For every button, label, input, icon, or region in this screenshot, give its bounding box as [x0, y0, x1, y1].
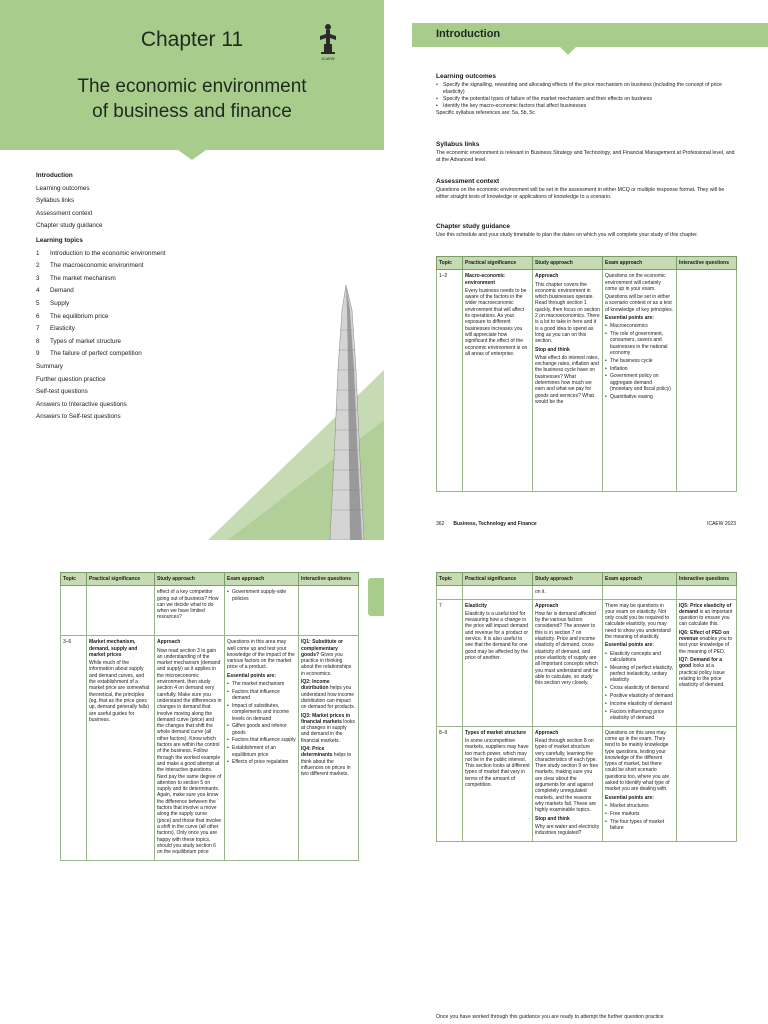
study-guidance-table — [60, 572, 359, 861]
section-text: The economic environment is relevant in Business Strategy and Technology, and Financial Management at Professional level, and at the Advanced level. — [436, 150, 735, 163]
syllabus-references: Specific syllabus references are: 5a, 5b, 5c — [436, 110, 535, 116]
chapter-title — [0, 74, 384, 124]
syllabus-links — [436, 141, 736, 164]
section-heading: Assessment context — [436, 178, 500, 185]
toc-item[interactable]: 6 The equilibrium price — [36, 312, 109, 320]
topic-cell: 8–9 — [437, 726, 463, 842]
column-header: Interactive questions — [299, 573, 359, 586]
exam-approach-cell: • Government supply-side policies — [225, 586, 299, 636]
exam-approach-cell: Questions on this area may come up in the exam. They tend to be mainly knowledge type questions, testing your knowledge of the different types of market, but there could be short scenario questions too, where you are asked to identify what type of market you are dealing with. Essential points are: • Market structures • Free markets • The four types of market failure — [603, 726, 677, 842]
page-table-continued-left — [0, 548, 384, 1024]
study-approach-cell: Approach Now read section 3 to gain an understanding of the market mechanism (demand and supply) as it applies in the microeconomic environment, then study section 4 on demand very carefully. Make sure you understand the differences in changes in demand that involve moving along the demand curve (price) and the changes that shift the whole demand curve (all other factors). Know which factors are within the control of the business. Follow through the worked example and make a good attempt at the interactive questions. Next pay the same degree of attention to section 5 on supply and its determinants. Again, make sure you know the difference between the factors that involve a move along the supply curve (price) and those that involve a shift in the curve (all other factors). Only once you are happy with these topics, should you study section 6 on the equilibrium price — [155, 636, 225, 861]
toc-item[interactable]: Introduction — [36, 172, 73, 179]
table-row — [437, 726, 737, 842]
column-header: Study approach — [533, 573, 603, 586]
toc-item[interactable]: 2 The macroeconomic environment — [36, 262, 144, 270]
column-header: Interactive questions — [677, 257, 737, 270]
banner-pointer — [178, 150, 206, 160]
table-row — [61, 586, 359, 636]
toc-item[interactable]: Answers to Self-test questions — [36, 413, 121, 421]
column-header: Topic — [61, 573, 87, 586]
toc-item[interactable]: 7 Elasticity — [36, 325, 75, 333]
study-approach-cell: Approach Read through section 8 on types of market structure very carefully, learning the characteristics of each type. Then study section 9 on free markets, making sure you are clear about the arguments for and against completely unregulated markets, and the reasons why markets fail. These are highly examinable topics. Stop and think Why are water and electricity industries regulated? — [533, 726, 603, 842]
significance-cell: Elasticity Elasticity is a useful tool for measuring how a change in the price will impact demand and revenue for a product or service. It is also useful to see that the demand for one good may be affected by the price of another. — [463, 599, 533, 726]
toc-item[interactable]: Chapter study guidance — [36, 222, 103, 230]
significance-cell: Market mechanism, demand, supply and market prices While much of the information about supply and demand curves, and the establishment of a market price are somewhat theoretical, the principles (eg, that as the price goes up, demand generally falls) are useful guides for business. — [87, 636, 155, 861]
toc-heading: Learning topics — [36, 236, 83, 244]
chapter-label: Chapter 11 — [140, 28, 244, 51]
table-row — [437, 586, 737, 599]
interactive-cell: IQ5: Price elasticity of demand is an important question to ensure you can calculate this. IQ6: Effect of PED on revenue enables you to test your knowledge of the meaning of PED. IQ7: Demand for a good looks at a practical policy issue relating to the price elasticity of demand. — [677, 599, 737, 726]
column-header: Practical significance — [463, 573, 533, 586]
toc-item[interactable]: 9 The failure of perfect competition — [36, 350, 142, 358]
table-header-row — [437, 573, 737, 586]
toc-item[interactable]: Self-test questions — [36, 388, 88, 396]
page-introduction — [384, 0, 768, 540]
page-table-continued-right — [384, 548, 768, 1024]
toc-item[interactable]: 1 Introduction to the economic environment — [36, 249, 166, 257]
list-item: • Specify the signalling, rewarding and allocating effects of the price mechanism on business (including the concept of price elasticity) — [436, 82, 736, 96]
interactive-cell: IQ1: Substitute or complementary goods? Gives you practice in thinking about the relationships in economics. IQ2: Income distribution helps you understand how income distribution can impact on demand for products. IQ3: Market prices in financial markets looks at changes in supply and demand in the financial markets. IQ4: Price determinants helps to think about the influences on prices in two different markets. — [299, 636, 359, 861]
page-chapter-title — [0, 0, 384, 540]
toc-item[interactable]: 3 The market mechanism — [36, 274, 116, 282]
section-heading: Learning outcomes — [436, 73, 496, 80]
table-of-contents — [36, 170, 336, 424]
banner-pointer — [560, 47, 576, 55]
toc-item[interactable]: Answers to Interactive questions — [36, 400, 127, 408]
study-approach-cell: Approach How far is demand affected by the various factors considered? The answer to this is in section 7 on elasticity. Price and income elasticity of demand, cross elasticity of demand, and price elasticity of supply are all important concepts which you must understand and be able to calculate, so study this section very closely. — [533, 599, 603, 726]
column-header: Practical significance — [87, 573, 155, 586]
exam-approach-cell: There may be questions in your exam on elasticity. Not only could you be required to calculate elasticity, you may need to show you understand the meaning of elasticity. Essential points are: • Elasticity concepts and calculations • Meaning of perfect elasticity, perfect inelasticity, unitary elasticity • Cross elasticity of demand • Positive elasticity of demand • Income elasticity of demand • Factors influencing price elasticity of demand — [603, 599, 677, 726]
introduction-heading: Introduction — [436, 28, 501, 40]
assessment-context — [436, 178, 736, 201]
table-header-row — [61, 573, 359, 586]
closing-note: Once you have worked through this guidance you are ready to attempt the further question practice — [436, 1014, 664, 1020]
book-title: Business, Technology and Finance — [453, 521, 537, 527]
toc-item[interactable]: Learning outcomes — [36, 184, 90, 192]
table-row — [437, 599, 737, 726]
column-header: Topic — [437, 257, 463, 270]
column-header: Study approach — [155, 573, 225, 586]
study-approach-cell: effect of a key competitor going out of business? How can we decide what to do when we have limited resources? — [155, 586, 225, 636]
topic-cell: 3–6 — [61, 636, 87, 861]
significance-cell: Macro-economic environment Every business needs to be aware of the factors in the wider macroeconomic environment that will affect its operations. As your exposure to different businesses increases you will appreciate how significant the effect of the economic environment is on all areas of enterprise. — [463, 270, 533, 492]
title-line-2: of business and finance — [92, 101, 292, 122]
column-header: Exam approach — [603, 573, 677, 586]
toc-item[interactable]: Further question practice — [36, 375, 106, 383]
title-line-1: The economic environment — [77, 76, 307, 97]
column-header: Exam approach — [225, 573, 299, 586]
study-guidance-table — [436, 572, 737, 842]
toc-item[interactable]: Syllabus links — [36, 197, 75, 205]
toc-item[interactable]: 8 Types of market structure — [36, 337, 122, 345]
column-header: Topic — [437, 573, 463, 586]
interactive-cell — [677, 270, 737, 492]
svg-text:ICAEW: ICAEW — [321, 56, 335, 61]
topic-cell: 1–2 — [437, 270, 463, 492]
copyright: ICAEW 2023 — [707, 521, 736, 527]
icaew-crest-icon — [316, 22, 340, 62]
section-text: Use this schedule and your study timetable to plan the dates on which you will complete your study of this chapter. — [436, 232, 699, 238]
study-guidance-table — [436, 256, 737, 492]
list-item: • Specify the potential types of failure of the market mechanism and their effects on business — [436, 96, 736, 103]
section-heading: Chapter study guidance — [436, 223, 511, 230]
toc-item[interactable]: Assessment context — [36, 209, 93, 217]
table-row — [61, 636, 359, 861]
list-item: • Identify the key macro-economic factors that affect businesses — [436, 103, 736, 110]
chapter-side-tab — [368, 578, 384, 616]
section-text: Questions on the economic environment will be set in the assessment in either MCQ or multiple response format. They will be either straight tests of knowledge or applications of knowledge to a scenario. — [436, 187, 725, 200]
topic-cell: 7 — [437, 599, 463, 726]
column-header: Interactive questions — [677, 573, 737, 586]
page-footer — [436, 521, 736, 527]
toc-item[interactable]: Summary — [36, 362, 63, 370]
study-approach-cell: on it. — [533, 586, 603, 599]
learning-outcomes — [436, 73, 736, 117]
exam-approach-cell: Questions in this area may well come up and test your knowledge of the impact of the various factors on the market price of a product. Essential points are: • The market mechanism • Factors that influence demand • Impact of substitutes, complements and income levels on demand • Giffen goods and inferior goods • Factors that influence supply • Establishment of an equilibrium price • Effects of price regulation — [225, 636, 299, 861]
chapter-study-guidance — [436, 223, 736, 239]
column-header: Practical significance — [463, 257, 533, 270]
significance-cell: Types of market structure In some uncompetitive markets, suppliers may have too much power, which may not be in the public interest. This section looks at different types of market that vary in terms of the amount of competition. — [463, 726, 533, 842]
column-header: Study approach — [533, 257, 603, 270]
toc-item[interactable]: 5 Supply — [36, 299, 70, 307]
toc-item[interactable]: 4 Demand — [36, 287, 74, 295]
page-number: 362 — [436, 521, 445, 527]
exam-approach-cell: Questions on the economic environment will certainly come up in your exam. Questions will be set in either a scenario context or as a test of knowledge of key principles. Essential points are: • Macroeconomics • The role of government, consumers, savers and businesses in the national economy • The business cycle • Inflation • Government policy on aggregate demand (monetary and fiscal policy) • Quantitative easing — [603, 270, 677, 492]
study-approach-cell: Approach This chapter covers the economic environment in which businesses operate. Read through section 1 quickly, then focus on section 2 on macroeconomics. There is a lot to take in here and it is a good idea to spend as long as you can on this section. Stop and think What effect do interest rates, exchange rates, inflation and the business cycle have on businesses? What determines how much we earn and what we pay for goods and services? What would be the — [533, 270, 603, 492]
table-row — [437, 270, 737, 492]
section-heading: Syllabus links — [436, 141, 480, 148]
column-header: Exam approach — [603, 257, 677, 270]
table-header-row — [437, 257, 737, 270]
